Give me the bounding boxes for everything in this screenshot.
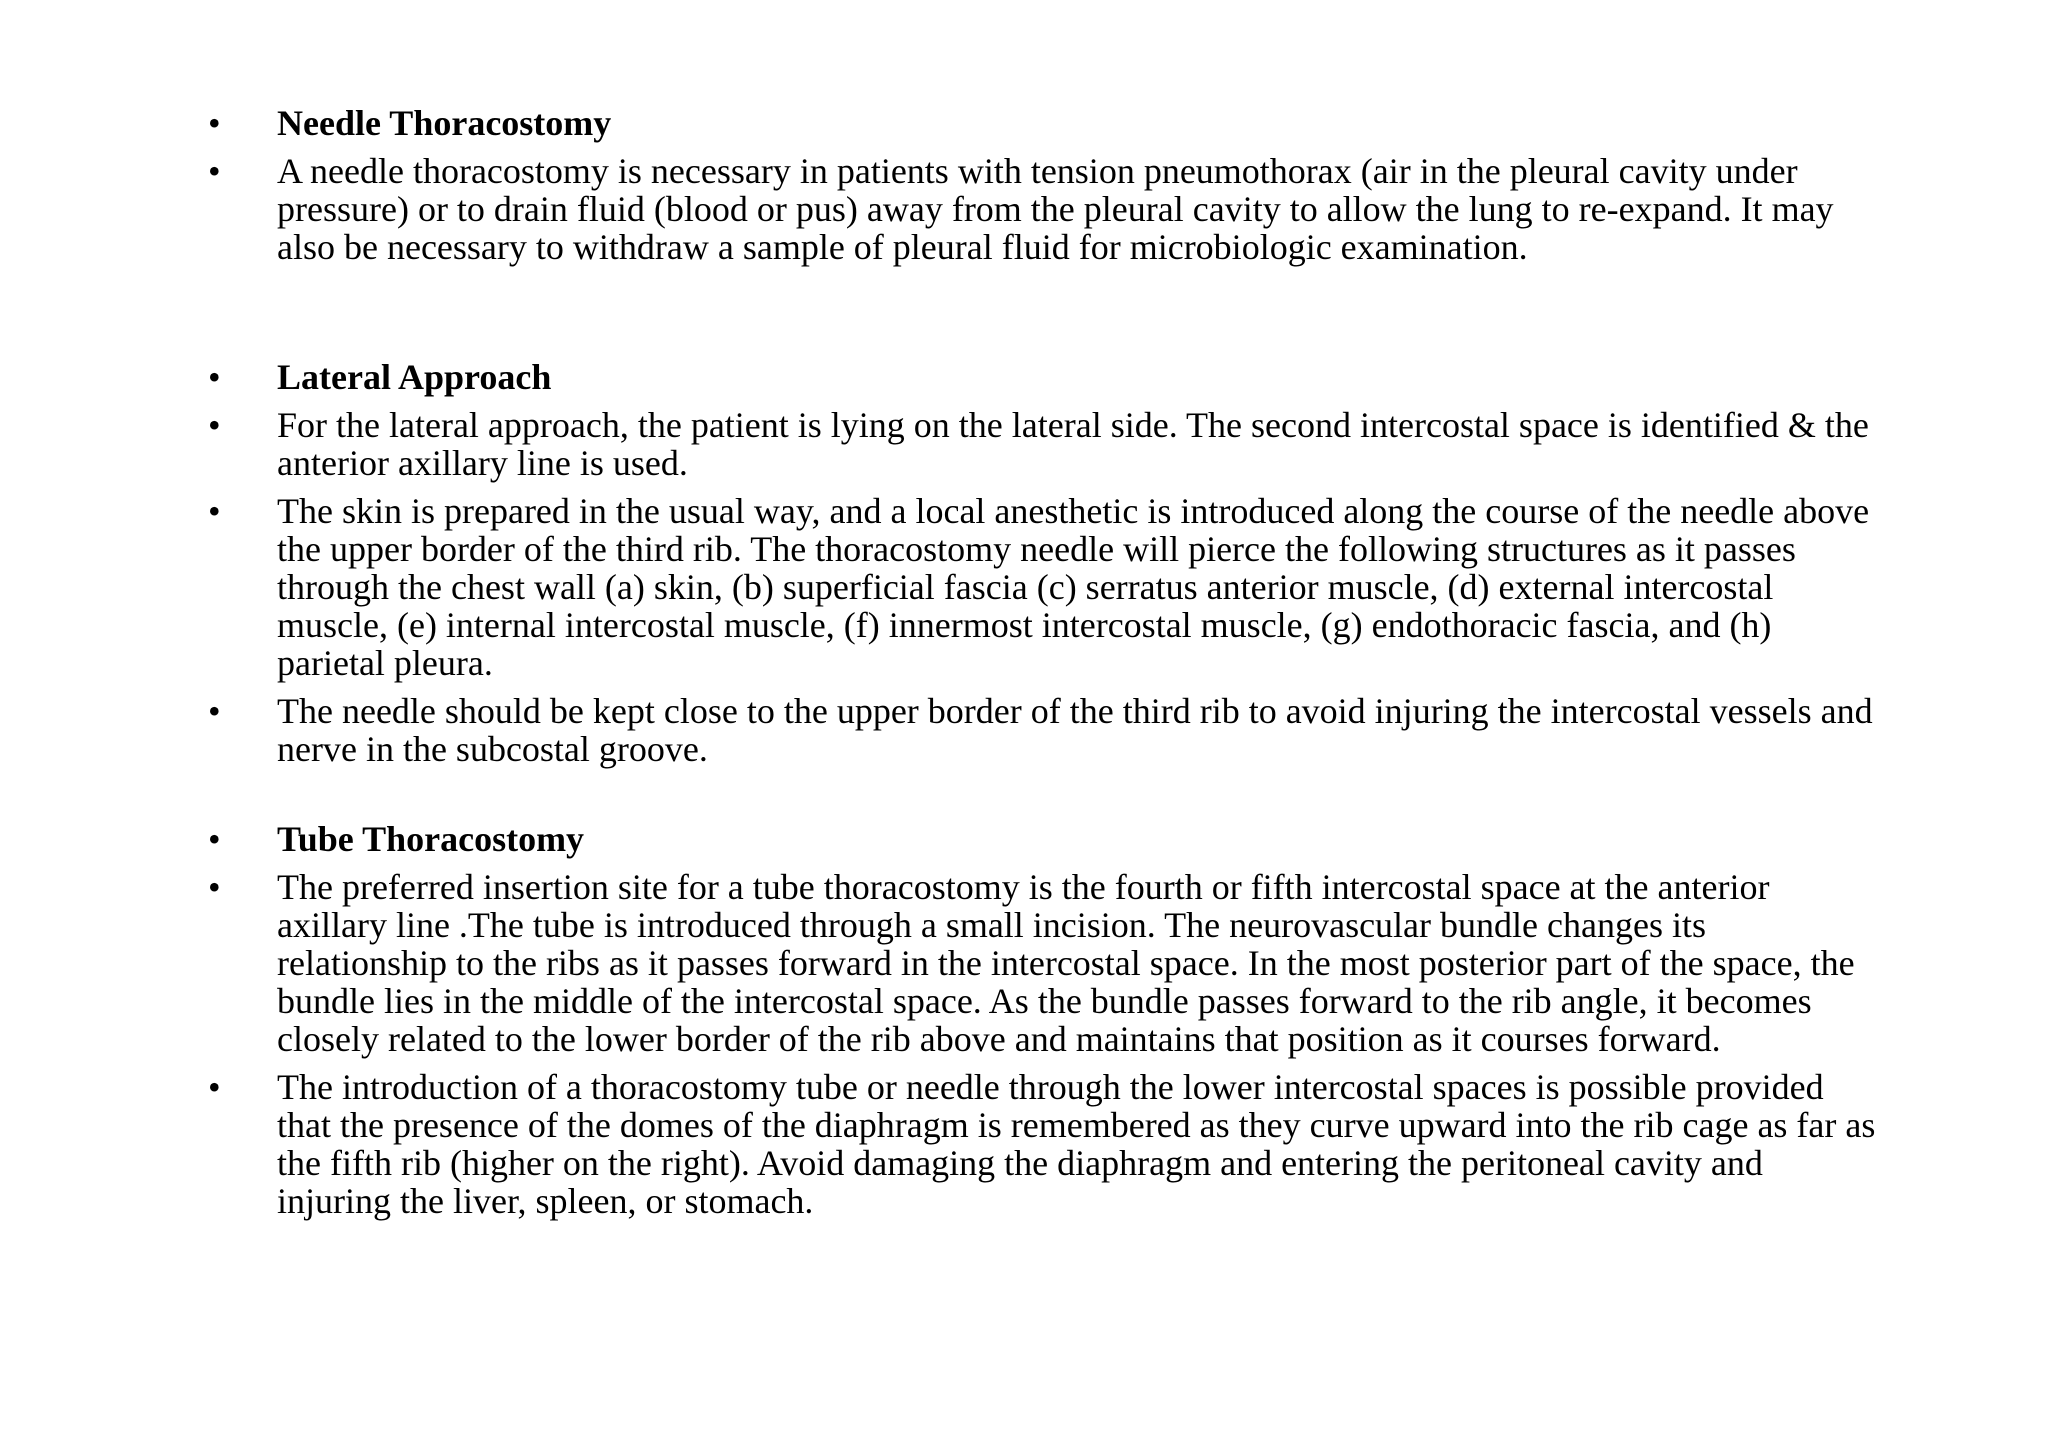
section-heading: Needle Thoracostomy xyxy=(277,103,612,143)
section-needle-thoracostomy xyxy=(0,104,2048,266)
section-heading-item xyxy=(0,820,2048,858)
list-item xyxy=(0,1068,2048,1220)
section-tube-thoracostomy xyxy=(0,820,2048,1220)
bullet: • xyxy=(208,151,221,191)
bullet: • xyxy=(208,691,221,731)
paragraph: The introduction of a thoracostomy tube or needle through the lower intercostal spaces is possible provided that the presence of the domes of the diaphragm is remembered as they curve upward into the rib cage as far as the fifth rib (higher on the right). Avoid damaging the diaphragm and entering the peritoneal cavity and injuring the liver, spleen, or stomach. xyxy=(277,1067,1876,1221)
list-item xyxy=(0,868,2048,1058)
bullet: • xyxy=(208,867,221,907)
list-item xyxy=(0,152,2048,266)
bullet: • xyxy=(208,357,221,397)
section-heading-item xyxy=(0,104,2048,142)
paragraph: A needle thoracostomy is necessary in patients with tension pneumothorax (air in the pleural cavity under pressure) or to drain fluid (blood or pus) away from the pleural cavity to allow the lung to re-expand. It may also be necessary to withdraw a sample of pleural fluid for microbiologic examination. xyxy=(277,151,1834,267)
section-heading-item xyxy=(0,358,2048,396)
paragraph: The needle should be kept close to the upper border of the third rib to avoid injuring the intercostal vessels and nerve in the subcostal groove. xyxy=(277,691,1873,769)
section-heading: Lateral Approach xyxy=(277,357,552,397)
bullet: • xyxy=(208,103,221,143)
list-item xyxy=(0,406,2048,482)
bullet: • xyxy=(208,819,221,859)
bullet: • xyxy=(208,1067,221,1107)
paragraph: For the lateral approach, the patient is lying on the lateral side. The second intercostal space is identified & the anterior axillary line is used. xyxy=(277,405,1869,483)
paragraph: The skin is prepared in the usual way, and a local anesthetic is introduced along the course of the needle above the upper border of the third rib. The thoracostomy needle will pierce the following structures as it passes through the chest wall (a) skin, (b) superficial fascia (c) serratus anterior muscle, (d) external intercostal muscle, (e) internal intercostal muscle, (f) innermost intercostal muscle, (g) endothoracic fascia, and (h) parietal pleura. xyxy=(277,491,1870,683)
section-heading: Tube Thoracostomy xyxy=(277,819,585,859)
bullet: • xyxy=(208,491,221,531)
section-lateral-approach xyxy=(0,358,2048,768)
paragraph: The preferred insertion site for a tube thoracostomy is the fourth or fifth intercostal space at the anterior axillary line .The tube is introduced through a small incision. The neurovascular bundle changes its relationship to the ribs as it passes forward in the intercostal space. In the most posterior part of the space, the bundle lies in the middle of the intercostal space. As the bundle passes forward to the rib angle, it becomes closely related to the lower border of the rib above and maintains that position as it courses forward. xyxy=(277,867,1855,1059)
list-item xyxy=(0,692,2048,768)
bullet: • xyxy=(208,405,221,445)
list-item xyxy=(0,492,2048,682)
